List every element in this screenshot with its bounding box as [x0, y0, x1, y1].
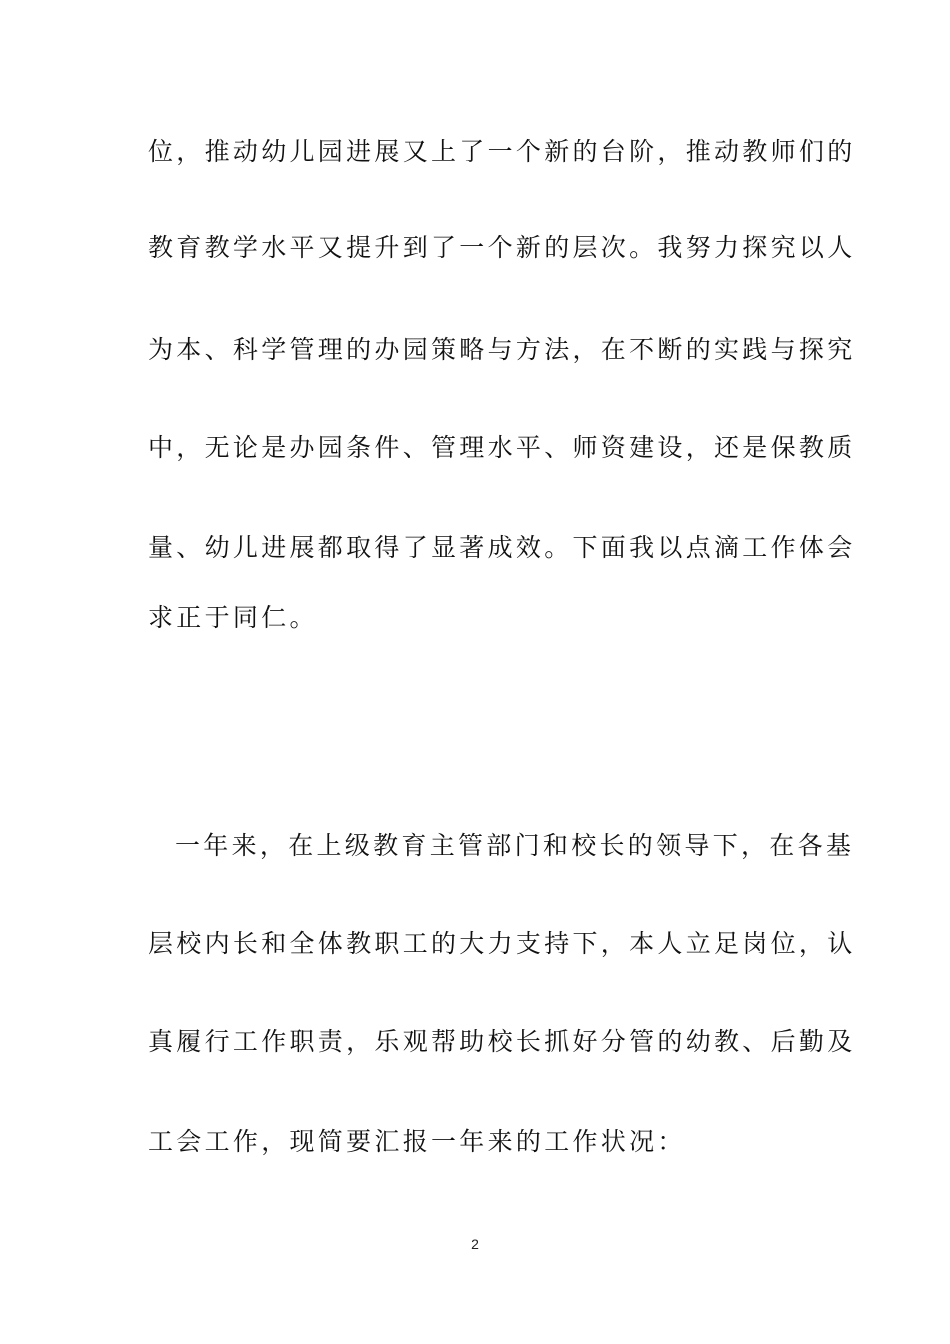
text-line: 一年来，在上级教育主管部门和校长的领导下，在各基: [175, 831, 855, 860]
text-line: 位，推动幼儿园进展又上了一个新的台阶，推动教师们的: [148, 137, 856, 166]
text-line: 层校内长和全体教职工的大力支持下，本人立足岗位，认: [148, 929, 856, 958]
text-line: 中，无论是办园条件、管理水平、师资建设，还是保教质: [148, 433, 856, 462]
text-line: 求正于同仁。: [148, 603, 318, 632]
text-line: 教育教学水平又提升到了一个新的层次。我努力探究以人: [148, 233, 856, 262]
text-line: 量、幼儿进展都取得了显著成效。下面我以点滴工作体会: [148, 533, 856, 562]
text-line: 真履行工作职责，乐观帮助校长抓好分管的幼教、后勤及: [148, 1027, 856, 1056]
page-number: 2: [471, 1236, 479, 1252]
text-line: 工会工作，现简要汇报一年来的工作状况：: [148, 1127, 686, 1156]
text-line: 为本、科学管理的办园策略与方法，在不断的实践与探究: [148, 335, 856, 364]
